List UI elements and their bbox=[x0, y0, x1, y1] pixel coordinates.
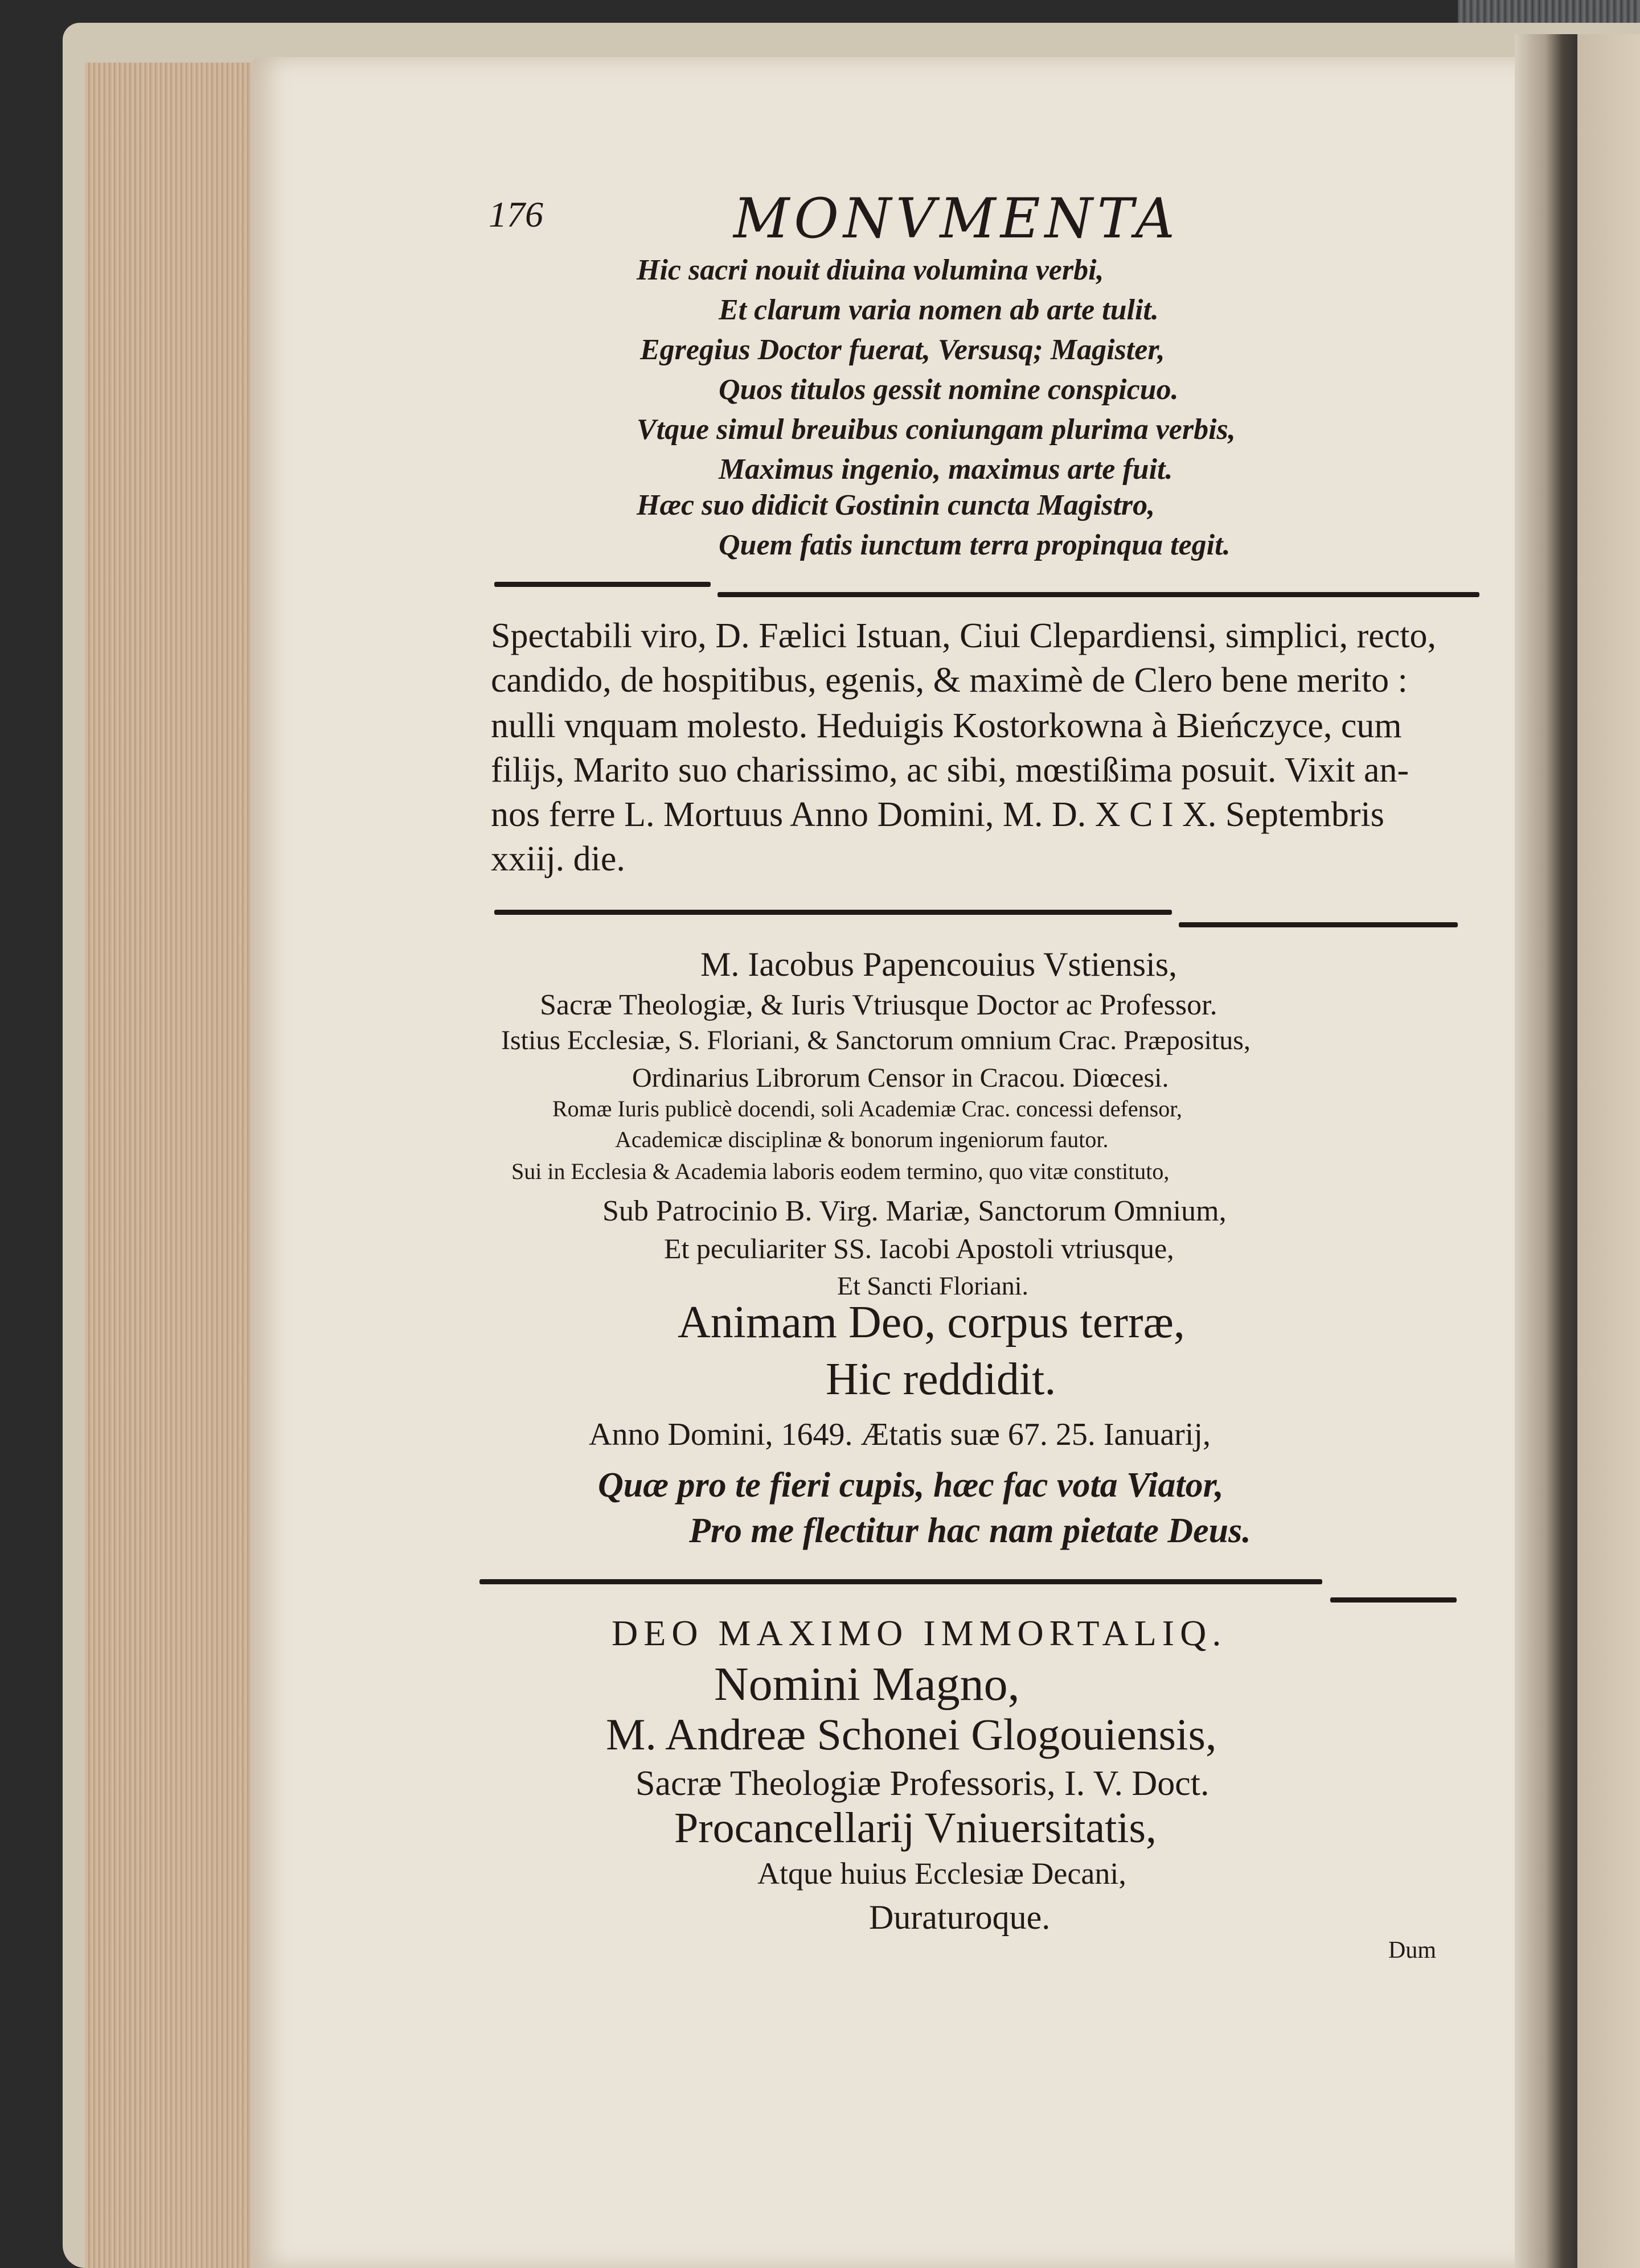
inscription-line: Animam Deo, corpus terræ, bbox=[678, 1297, 1185, 1347]
prose-line: nos ferre L. Mortuus Anno Domini, M. D. X C I X. Septembris bbox=[491, 795, 1384, 834]
inscription-line: Istius Ecclesiæ, S. Floriani, & Sanctorum omnium Crac. Præpositus, bbox=[501, 1025, 1250, 1055]
inscription-line: Anno Domini, 1649. Ætatis suæ 67. 25. Ianuarij, bbox=[589, 1417, 1211, 1452]
prose-line: filijs, Marito suo charissimo, ac sibi, mœstißima posuit. Vixit an- bbox=[491, 751, 1409, 790]
inscription-line: M. Andreæ Schonei Glogouiensis, bbox=[606, 1710, 1217, 1759]
inscription-line: Et peculiariter SS. Iacobi Apostoli vtriusque, bbox=[664, 1232, 1174, 1264]
verse-line: Quem fatis iunctum terra propinqua tegit. bbox=[719, 529, 1231, 561]
verse-line: Et clarum varia nomen ab arte tulit. bbox=[719, 294, 1159, 326]
verse-line: Pro me flectitur hac nam pietate Deus. bbox=[689, 1511, 1251, 1550]
section-rule bbox=[494, 582, 711, 587]
section-rule bbox=[494, 910, 1172, 915]
inscription-line: Ordinarius Librorum Censor in Cracou. Diœcesi. bbox=[632, 1063, 1169, 1093]
verse-line: Quos titulos gessit nomine conspicuo. bbox=[719, 373, 1179, 406]
prose-line: candido, de hospitibus, egenis, & maximè de Clero bene merito : bbox=[491, 661, 1408, 700]
inscription-line: Nomini Magno, bbox=[714, 1658, 1020, 1711]
catchword: Dum bbox=[1388, 1937, 1436, 1963]
inscription-line: Atque huius Ecclesiæ Decani, bbox=[757, 1856, 1126, 1891]
page-number: 176 bbox=[489, 194, 543, 235]
prose-line: nulli vnquam molesto. Heduigis Kostorkowna à Bieńczyce, cum bbox=[491, 706, 1402, 745]
inscription-line: Romæ Iuris publicè docendi, soli Academiæ Crac. concessi defensor, bbox=[552, 1096, 1182, 1121]
inscription-line: Et Sancti Floriani. bbox=[837, 1271, 1029, 1300]
section-rule bbox=[1179, 922, 1458, 927]
verse-line: Egregius Doctor fuerat, Versusq; Magister, bbox=[640, 334, 1165, 366]
inscription-line: Hic reddidit. bbox=[826, 1354, 1056, 1404]
inscription-line: M. Iacobus Papencouius Vstiensis, bbox=[700, 946, 1178, 983]
inscription-line: Sacræ Theologiæ Professoris, I. V. Doct. bbox=[636, 1764, 1210, 1803]
inscription-line: Academicæ disciplinæ & bonorum ingeniorum fautor. bbox=[615, 1127, 1109, 1152]
inscription-line: Sacræ Theologiæ, & Iuris Vtriusque Doctor ac Professor. bbox=[540, 989, 1217, 1021]
section-rule bbox=[718, 592, 1479, 597]
verse-line: Quæ pro te fieri cupis, hæc fac vota Viator, bbox=[598, 1466, 1224, 1505]
prose-line: xxiij. die. bbox=[491, 840, 625, 878]
section-rule bbox=[479, 1579, 1322, 1584]
inscription-line: Duraturoque. bbox=[869, 1899, 1051, 1936]
verse-line: Hic sacri nouit diuina volumina verbi, bbox=[637, 254, 1104, 286]
section-rule bbox=[1330, 1597, 1457, 1603]
inscription-line: Sub Patrocinio B. Virg. Mariæ, Sanctorum Omnium, bbox=[602, 1195, 1227, 1227]
running-title: MONVMENTA bbox=[733, 187, 1179, 250]
inscription-line: DEO MAXIMO IMMORTALIQ. bbox=[612, 1613, 1227, 1653]
verse-line: Maximus ingenio, maximus arte fuit. bbox=[719, 453, 1173, 486]
inscription-line: Procancellarij Vniuersitatis, bbox=[674, 1804, 1157, 1852]
prose-line: Spectabili viro, D. Fælici Istuan, Ciui Clepardiensi, simplici, recto, bbox=[491, 617, 1436, 655]
page-edges bbox=[85, 63, 273, 2268]
book-gutter bbox=[1515, 34, 1583, 2268]
inscription-line: Sui in Ecclesia & Academia laboris eodem termino, quo vitæ constituto, bbox=[511, 1158, 1170, 1184]
verse-line: Vtque simul breuibus coniungam plurima verbis, bbox=[637, 413, 1236, 446]
verse-line: Hæc suo didicit Gostinin cuncta Magistro, bbox=[637, 489, 1155, 521]
facing-page-edge bbox=[1577, 34, 1640, 2268]
